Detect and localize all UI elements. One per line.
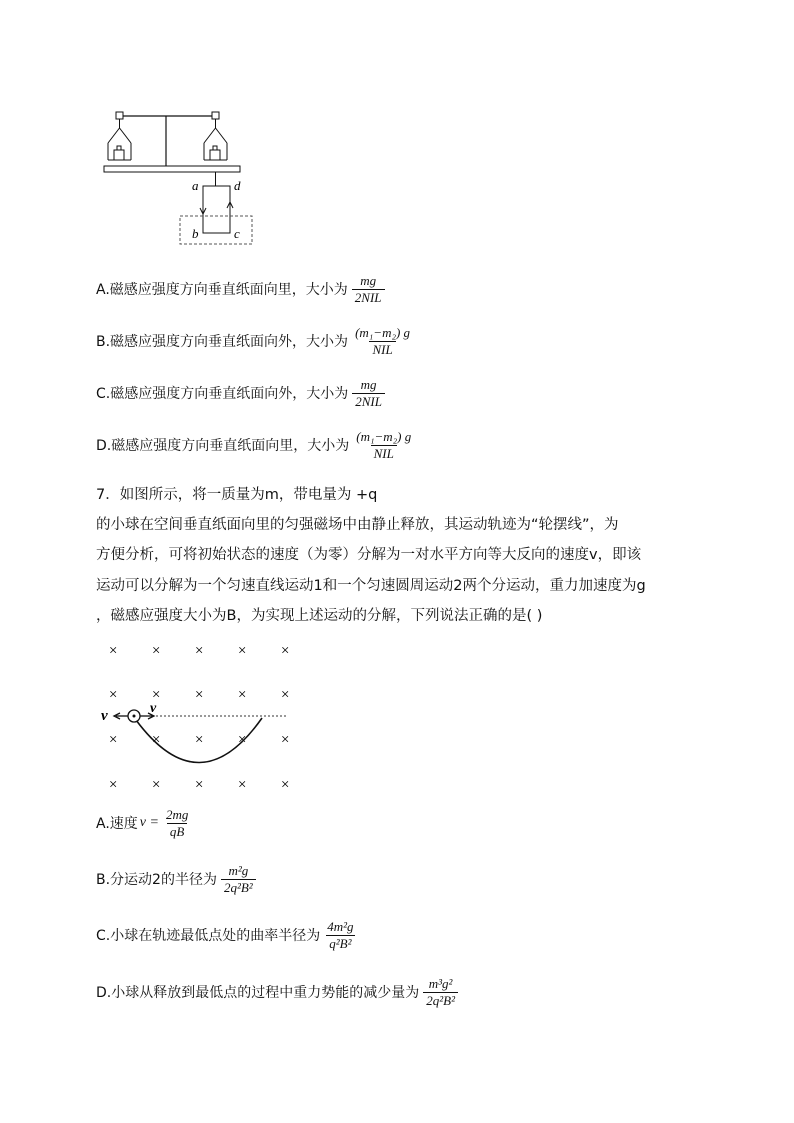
field-cross-mark: × — [193, 643, 205, 659]
q7-option-a[interactable]: A.速度 v = $\frac{2mg}{qB}$ — [96, 808, 191, 838]
field-cross-mark: × — [193, 777, 205, 793]
field-cross-mark: × — [279, 643, 291, 659]
fraction: $\frac{\text{(m₁−m₂) g}}{\text{NIL}}$ — [355, 325, 411, 357]
field-cross-mark: × — [150, 643, 162, 659]
fraction: $\frac{\text{4m²g}}{\text{q²B²}}$ — [327, 919, 354, 951]
q7-stem-line-1: 7．如图所示，将一质量为m，带电量为 +q — [96, 487, 378, 503]
q7-stem-line-5: ，磁感应强度大小为B，为实现上述运动的分解，下列说法正确的是( ) — [96, 608, 543, 624]
q6-option-d[interactable]: D.磁感应强度方向垂直纸面向里，大小为 $\frac{\text{(m₁−m₂) g}}{\text{NIL}}$ — [96, 430, 414, 460]
velocity-label-right: v — [150, 701, 157, 716]
fraction: $\frac{\text{m²g}}{\text{2q²B²}}$ — [221, 864, 256, 894]
field-cross-mark: × — [236, 777, 248, 793]
label-b: b — [192, 226, 199, 241]
velocity-label-left: v — [101, 708, 108, 724]
q7-stem-line-2: 的小球在空间垂直纸面向里的匀强磁场中由静止释放，其运动轨迹为“轮摆线”，为 — [96, 517, 619, 533]
field-cross-mark: × — [193, 687, 205, 703]
label-a: a — [192, 178, 199, 193]
fraction: $\frac{2mg}{qB}$ — [165, 807, 189, 839]
field-cross-mark: × — [150, 687, 162, 703]
q7-option-b[interactable]: B.分运动2的半径为 $\frac{\text{m²g}}{\text{2q²B²}}$ — [96, 864, 256, 894]
q6-option-b[interactable]: B.磁感应强度方向垂直纸面向外，大小为 $\frac{\text{(m₁−m₂) g}}{\text{NIL}}$ — [96, 326, 413, 356]
magnetic-field-figure — [96, 636, 306, 796]
q7-option-c[interactable]: C.小球在轨迹最低点处的曲率半径为 $\frac{\text{4m²g}}{\text{q²B²}}$ — [96, 920, 357, 950]
balance-coil-figure — [100, 108, 260, 248]
label-d: d — [234, 178, 241, 193]
field-cross-mark: × — [236, 732, 248, 748]
field-cross-mark: × — [107, 643, 119, 659]
q7-option-d[interactable]: D.小球从释放到最低点的过程中重力势能的减少量为 $\frac{\text{m³g²}}{\text{2q²B²}}$ — [96, 977, 458, 1007]
q7-stem-line-4: 运动可以分解为一个匀速直线运动1和一个匀速圆周运动2两个分运动，重力加速度为g — [96, 578, 646, 594]
q6-option-c[interactable]: C.磁感应强度方向垂直纸面向外，大小为 $\frac{mg}{\text{2NIL}}$ — [96, 378, 385, 408]
field-cross-mark: × — [279, 732, 291, 748]
fraction: $\frac{\text{(m₁−m₂) g}}{\text{NIL}}$ — [356, 429, 412, 461]
field-cross-mark: × — [236, 687, 248, 703]
label-c: c — [234, 226, 240, 241]
field-cross-mark: × — [279, 777, 291, 793]
q7-stem-line-3: 方便分析，可将初始状态的速度（为零）分解为一对水平方向等大反向的速度v，即该 — [96, 547, 642, 563]
q6-option-a[interactable]: A.磁感应强度方向垂直纸面向里，大小为 $\frac{mg}{\text{2NIL}}$ — [96, 274, 385, 304]
field-cross-mark: × — [107, 732, 119, 748]
fraction: $\frac{\text{m³g²}}{\text{2q²B²}}$ — [423, 977, 458, 1007]
field-cross-mark: × — [107, 687, 119, 703]
field-cross-mark: × — [107, 777, 119, 793]
field-cross-mark: × — [193, 732, 205, 748]
fraction: $\frac{mg}{\text{2NIL}}$ — [352, 274, 385, 304]
field-cross-mark: × — [150, 777, 162, 793]
fraction: $\frac{mg}{\text{2NIL}}$ — [352, 378, 385, 408]
field-cross-mark: × — [236, 643, 248, 659]
field-cross-mark: × — [150, 732, 162, 748]
field-cross-mark: × — [279, 687, 291, 703]
